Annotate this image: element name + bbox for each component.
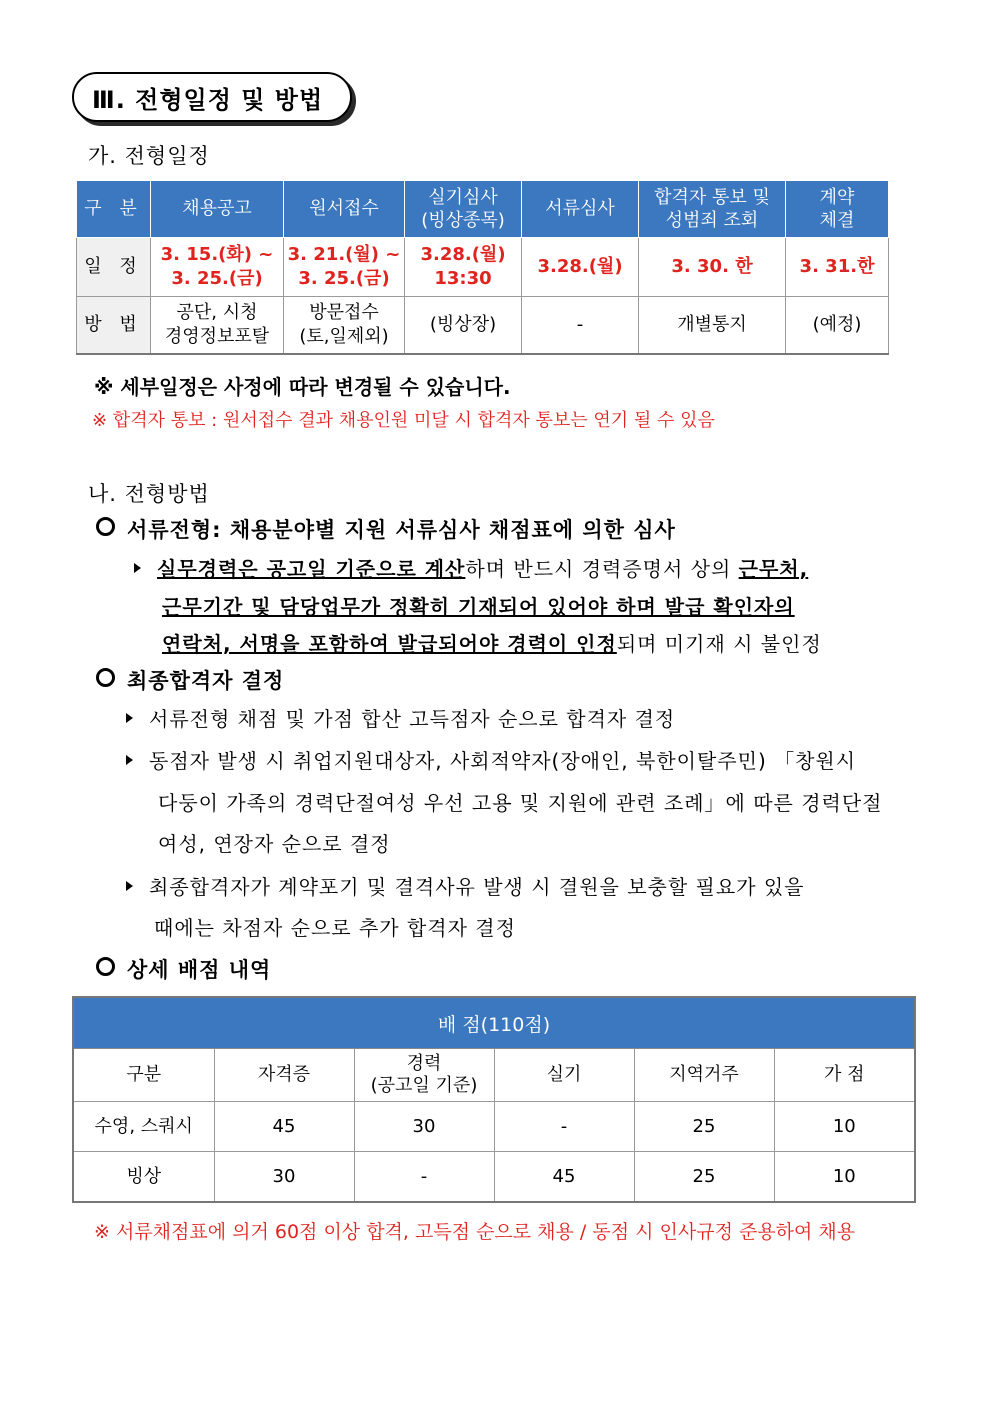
score-header-cell: 가 점 — [774, 1049, 915, 1102]
schedule-table — [76, 181, 889, 355]
underlined-text: 근무처, — [738, 557, 809, 581]
table-cell: 45 — [214, 1102, 354, 1152]
doc-screening-title-text: 서류전형: 채용분야별 지원 서류심사 채점표에 의한 심사 — [127, 518, 676, 542]
schedule-header-cell: 계약 체결 — [786, 181, 889, 238]
table-cell: 30 — [354, 1102, 494, 1152]
table-cell: 수영, 스쿼시 — [73, 1102, 214, 1152]
circle-bullet-icon — [96, 668, 115, 687]
schedule-header-cell: 실기심사 (빙상종목) — [405, 181, 522, 238]
score-header-cell: 실기 — [494, 1049, 634, 1102]
triangle-bullet-icon — [134, 563, 141, 573]
table-cell: 30 — [214, 1152, 354, 1203]
body-text: 최종합격자가 계약포기 및 결격사유 발생 시 결원을 보충할 필요가 있을 — [149, 875, 805, 899]
schedule-heading: 가. 전형일정 — [88, 144, 210, 168]
schedule-header-cell: 서류심사 — [522, 181, 639, 238]
doc-screening-line-1 — [134, 553, 808, 582]
date-cell: 3.28.(월) — [522, 238, 639, 297]
method-cell: 방문접수 (토,일제외) — [284, 297, 405, 355]
detail-title-text: 상세 배점 내역 — [127, 958, 272, 982]
final-bullet-2-line-1 — [126, 745, 856, 774]
doc-screening-line-3 — [162, 628, 822, 657]
method-cell: 개별통지 — [639, 297, 786, 355]
table-cell: 10 — [774, 1152, 915, 1203]
schedule-header-row — [77, 181, 889, 238]
doc-screening-line-2 — [162, 591, 795, 620]
score-header-cell: 구분 — [73, 1049, 214, 1102]
body-text: 서류전형 채점 및 가점 합산 고득점자 순으로 합격자 결정 — [149, 707, 676, 731]
schedule-header-cell: 합격자 통보 및 성범죄 조회 — [639, 181, 786, 238]
underlined-text: 근무기간 및 담당업무가 정확히 기재되어 있어야 하며 발급 확인자의 — [162, 595, 795, 619]
circle-bullet-icon — [96, 517, 115, 536]
schedule-header-cell: 원서접수 — [284, 181, 405, 238]
method-cell: (빙상장) — [405, 297, 522, 355]
schedule-warning: ※ 합격자 통보 : 원서접수 결과 채용인원 미달 시 합격자 통보는 연기 될 수 있음 — [92, 410, 715, 431]
final-bullet-2-line-3: 여성, 연장자 순으로 결정 — [158, 832, 391, 856]
date-cell: 3. 21.(월) ~ 3. 25.(금) — [284, 238, 405, 297]
table-cell: - — [494, 1102, 634, 1152]
final-bullet-1 — [126, 703, 675, 732]
detail-title — [96, 954, 271, 984]
triangle-bullet-icon — [126, 881, 133, 891]
triangle-bullet-icon — [126, 755, 133, 765]
method-cell: 공단, 시청 경영정보포탈 — [151, 297, 284, 355]
schedule-date-row — [77, 238, 889, 297]
circle-bullet-icon — [96, 957, 115, 976]
table-row — [73, 1152, 915, 1203]
final-title — [96, 665, 284, 695]
date-cell: 3. 30. 한 — [639, 238, 786, 297]
score-header-cell: 경력 (공고일 기준) — [354, 1049, 494, 1102]
schedule-header-cell: 채용공고 — [151, 181, 284, 238]
method-cell: (예정) — [786, 297, 889, 355]
method-heading: 나. 전형방법 — [88, 482, 210, 506]
body-text: 하며 반드시 경력증명서 상의 — [465, 557, 739, 581]
doc-screening-title — [96, 514, 676, 544]
method-cell: - — [522, 297, 639, 355]
triangle-bullet-icon — [126, 713, 133, 723]
table-cell: - — [354, 1152, 494, 1203]
schedule-note: ※ 세부일정은 사정에 따라 변경될 수 있습니다. — [94, 375, 511, 399]
score-table-title: 배 점(110점) — [73, 997, 915, 1049]
table-cell: 10 — [774, 1102, 915, 1152]
body-text: 되며 미기재 시 불인정 — [616, 632, 822, 656]
score-header-cell: 지역거주 — [634, 1049, 774, 1102]
date-cell: 3.28.(월) 13:30 — [405, 238, 522, 297]
score-table — [72, 996, 916, 1203]
table-cell: 25 — [634, 1102, 774, 1152]
date-cell: 3. 15.(화) ~ 3. 25.(금) — [151, 238, 284, 297]
table-cell: 45 — [494, 1152, 634, 1203]
underlined-text: 실무경력은 공고일 기준으로 계산 — [157, 557, 466, 581]
schedule-method-row — [77, 297, 889, 355]
row-label-date: 일 정 — [77, 238, 151, 297]
final-bullet-3-line-2: 때에는 차점자 순으로 추가 합격자 결정 — [154, 916, 516, 940]
score-header-cell: 자격증 — [214, 1049, 354, 1102]
score-note: ※ 서류채점표에 의거 60점 이상 합격, 고득점 순으로 채용 / 동점 시 인사규정 준용하여 채용 — [94, 1221, 856, 1243]
final-title-text: 최종합격자 결정 — [127, 669, 285, 693]
final-bullet-2-line-2: 다둥이 가족의 경력단절여성 우선 고용 및 지원에 관련 조례」에 따른 경력단절 — [158, 791, 883, 815]
underlined-text: 연락처, 서명을 포함하여 발급되어야 경력이 인정 — [162, 632, 617, 656]
row-label-method: 방 법 — [77, 297, 151, 355]
final-bullet-3-line-1 — [126, 871, 805, 900]
table-cell: 빙상 — [73, 1152, 214, 1203]
table-cell: 25 — [634, 1152, 774, 1203]
body-text: 동점자 발생 시 취업지원대상자, 사회적약자(장애인, 북한이탈주민) 「창원시 — [149, 749, 857, 773]
date-cell: 3. 31.한 — [786, 238, 889, 297]
score-header-row — [73, 1049, 915, 1102]
schedule-header-cell: 구 분 — [77, 181, 151, 238]
section-title: Ⅲ. 전형일정 및 방법 — [72, 72, 352, 122]
table-row — [73, 1102, 915, 1152]
